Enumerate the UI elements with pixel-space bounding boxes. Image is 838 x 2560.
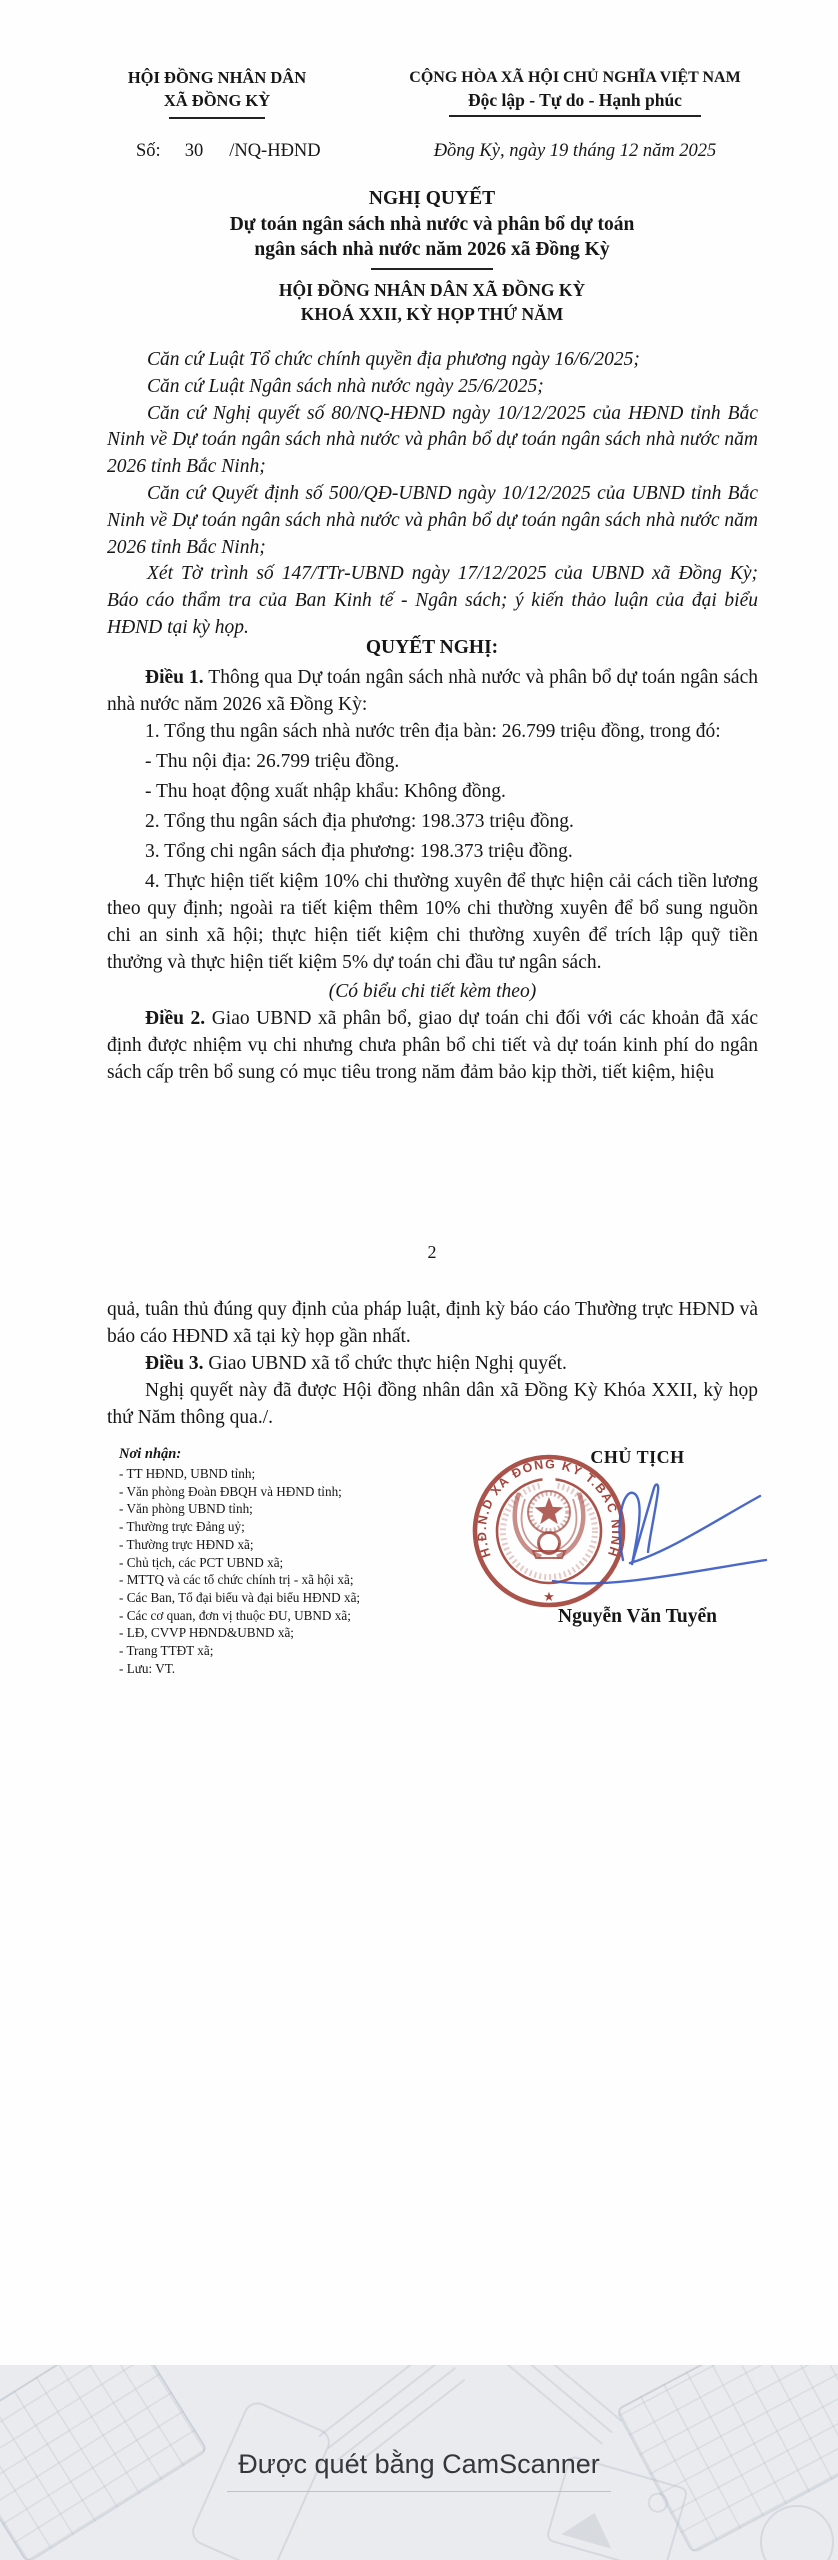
recital: Xét Tờ trình số 147/TTr-UBND ngày 17/12/2025 của UBND xã Đồng Kỳ; Báo cáo thẩm tra của Ban Kinh tế - Ngân sách; ý kiến thảo luận của đại biểu HĐND tại kỳ họp. bbox=[107, 563, 758, 638]
article-2 bbox=[107, 1005, 758, 1086]
place-dateline: Đồng Kỳ, ngày 19 tháng 12 năm 2025 bbox=[433, 141, 717, 161]
watermark-underline bbox=[227, 2491, 611, 2492]
signer-title: CHỦ TỊCH bbox=[590, 1447, 685, 1467]
camscanner-watermark-text: Được quét bằng CamScanner bbox=[238, 2449, 600, 2479]
doodle-document-lines bbox=[318, 2365, 492, 2507]
recipient-item: - Các Ban, Tổ đại biểu và đại biểu HĐND xã; bbox=[119, 1589, 361, 1605]
recipient-item: - Các cơ quan, đơn vị thuộc ĐU, UBND xã; bbox=[119, 1607, 351, 1623]
page-number: 2 bbox=[427, 1242, 437, 1262]
article-3-text: Giao UBND xã tổ chức thực hiện Nghị quyết. bbox=[203, 1353, 567, 1374]
issuer-line-1: HỘI ĐỒNG NHÂN DÂN XÃ ĐỒNG KỲ bbox=[278, 280, 586, 300]
recipient-item: - TT HĐND, UBND tỉnh; bbox=[119, 1466, 256, 1481]
body-page-2 bbox=[107, 1296, 758, 1431]
subject-line-1: Dự toán ngân sách nhà nước và phân bổ dự toán bbox=[229, 213, 635, 235]
article-3 bbox=[107, 1350, 758, 1377]
recipient-item: - Trang TTĐT xã; bbox=[119, 1643, 214, 1659]
org-name: XÃ ĐỒNG KỲ bbox=[163, 91, 271, 110]
recipient-item: - Lưu: VT. bbox=[119, 1660, 176, 1676]
recipient-item: - MTTQ và các tổ chức chính trị - xã hội xã; bbox=[119, 1572, 354, 1588]
national-title: CỘNG HÒA XÃ HỘI CHỦ NGHĨA VIỆT NAM bbox=[409, 69, 741, 86]
document-title bbox=[90, 186, 774, 270]
recipient-item: - LĐ, CVVP HĐND&UBND xã; bbox=[119, 1625, 294, 1641]
subject-line-2: ngân sách nhà nước năm 2026 xã Đồng Kỳ bbox=[254, 239, 610, 260]
article-2-lead: Điều 2. bbox=[145, 1008, 206, 1029]
camscanner-watermark-band bbox=[0, 2365, 838, 2560]
seal-star-icon: ★ bbox=[543, 1589, 555, 1604]
body-page-1 bbox=[107, 664, 758, 1086]
recipient-item: - Thường trực HĐND xã; bbox=[119, 1536, 254, 1552]
article-1-item-4: 4. Thực hiện tiết kiệm 10% chi thường xuyên để thực hiện cải cách tiền lương theo quy định; ngoài ra tiết kiệm thêm 10% chi thường xuyên để bổ sung nguồn chi an sinh xã hội; thực hiện tiết kiệm chi thường xuyên để trích lập quỹ tiền thưởng và thực hiện tiết kiệm 5% dự toán chi đầu tư ngân sách. bbox=[107, 871, 758, 973]
recipient-item: - Văn phòng Đoàn ĐBQH và HĐND tỉnh; bbox=[119, 1483, 342, 1499]
recipient-item: - Thường trực Đảng uỷ; bbox=[119, 1519, 245, 1535]
number-prefix: Số: bbox=[136, 141, 161, 161]
title-rule bbox=[371, 268, 493, 270]
resolution-heading: QUYẾT NGHỊ: bbox=[365, 637, 499, 658]
issuing-org-block bbox=[84, 66, 350, 119]
article-1-item: - Thu hoạt động xuất nhập khẩu: Không đồng. bbox=[145, 781, 506, 802]
handwritten-signature bbox=[538, 1460, 768, 1630]
attachment-note: (Có biểu chi tiết kèm theo) bbox=[328, 981, 537, 1002]
article-3-lead: Điều 3. bbox=[145, 1353, 204, 1374]
doodle-circle bbox=[760, 2505, 834, 2560]
national-header-block bbox=[386, 66, 764, 117]
article-1-item: - Thu nội địa: 26.799 triệu đồng. bbox=[145, 751, 400, 772]
national-motto: Độc lập - Tự do - Hạnh phúc bbox=[468, 90, 682, 110]
recipients-heading: Nơi nhận: bbox=[119, 1446, 182, 1462]
signer-name: Nguyễn Văn Tuyển bbox=[558, 1606, 717, 1627]
issuer-line-2: KHOÁ XXII, KỲ HỌP THỨ NĂM bbox=[300, 303, 564, 324]
doc-type: NGHỊ QUYẾT bbox=[368, 188, 496, 209]
recipient-item: - Văn phòng UBND tỉnh; bbox=[119, 1501, 253, 1517]
recipient-item: - Chủ tịch, các PCT UBND xã; bbox=[119, 1554, 284, 1570]
recital: Căn cứ Quyết định số 500/QĐ-UBND ngày 10/12/2025 của UBND tỉnh Bắc Ninh về Dự toán ngân sách nhà nước và phân bổ dự toán ngân sách nhà nước năm 2026 tỉnh Bắc Ninh; bbox=[107, 482, 758, 558]
article-1-item: 2. Tổng thu ngân sách địa phương: 198.373 triệu đồng. bbox=[145, 811, 574, 832]
recipients-list bbox=[119, 1465, 419, 1677]
recipients-block bbox=[119, 1446, 419, 1677]
closing-paragraph: Nghị quyết này đã được Hội đồng nhân dân xã Đồng Kỳ Khóa XXII, kỳ họp thứ Năm thông qua./. bbox=[107, 1380, 758, 1428]
header-rule-left bbox=[169, 117, 265, 119]
seal-rim-text: H.Đ.N.D XÃ ĐỒNG KỲ T.BẮC NINH bbox=[474, 1457, 624, 1560]
number-symbol: /NQ-HĐND bbox=[229, 141, 321, 161]
issuer-session-block bbox=[90, 279, 774, 326]
recital: Căn cứ Nghị quyết số 80/NQ-HĐND ngày 10/12/2025 của HĐND tỉnh Bắc Ninh về Dự toán ngân sách nhà nước và phân bổ dự toán ngân sách nhà nước năm 2026 tỉnh Bắc Ninh; bbox=[107, 402, 758, 478]
recital: Căn cứ Luật Ngân sách nhà nước ngày 25/6/2025; bbox=[147, 375, 544, 397]
article-2-continuation: quả, tuân thủ đúng quy định của pháp luật, định kỳ báo cáo Thường trực HĐND và báo cáo HĐND xã tại kỳ họp gần nhất. bbox=[107, 1299, 758, 1347]
article-1 bbox=[107, 664, 758, 718]
recitals-section bbox=[107, 347, 758, 642]
article-1-text: Thông qua Dự toán ngân sách nhà nước và phân bổ dự toán ngân sách nhà nước năm 2026 xã Đồng Kỳ: bbox=[107, 667, 758, 715]
article-2-text: Giao UBND xã phân bổ, giao dự toán chi đối với các khoản đã xác định được nhiệm vụ chi nhưng chưa phân bổ chi tiết và dự toán kinh phí do ngân sách cấp trên bổ sung có mục tiêu trong năm đảm bảo kịp thời, tiết kiệm, hiệu bbox=[107, 1008, 758, 1083]
number-value: 30 bbox=[184, 141, 204, 161]
org-parent: HỘI ĐỒNG NHÂN DÂN bbox=[127, 68, 307, 87]
header-rule-right bbox=[449, 115, 701, 117]
recital: Căn cứ Luật Tổ chức chính quyền địa phương ngày 16/6/2025; bbox=[147, 349, 640, 370]
article-1-lead: Điều 1. bbox=[145, 667, 204, 688]
article-1-item: 3. Tổng chi ngân sách địa phương: 198.373 triệu đồng. bbox=[145, 841, 573, 862]
article-1-item: 1. Tổng thu ngân sách nhà nước trên địa bàn: 26.799 triệu đồng, trong đó: bbox=[145, 721, 721, 742]
document-number bbox=[136, 141, 321, 162]
